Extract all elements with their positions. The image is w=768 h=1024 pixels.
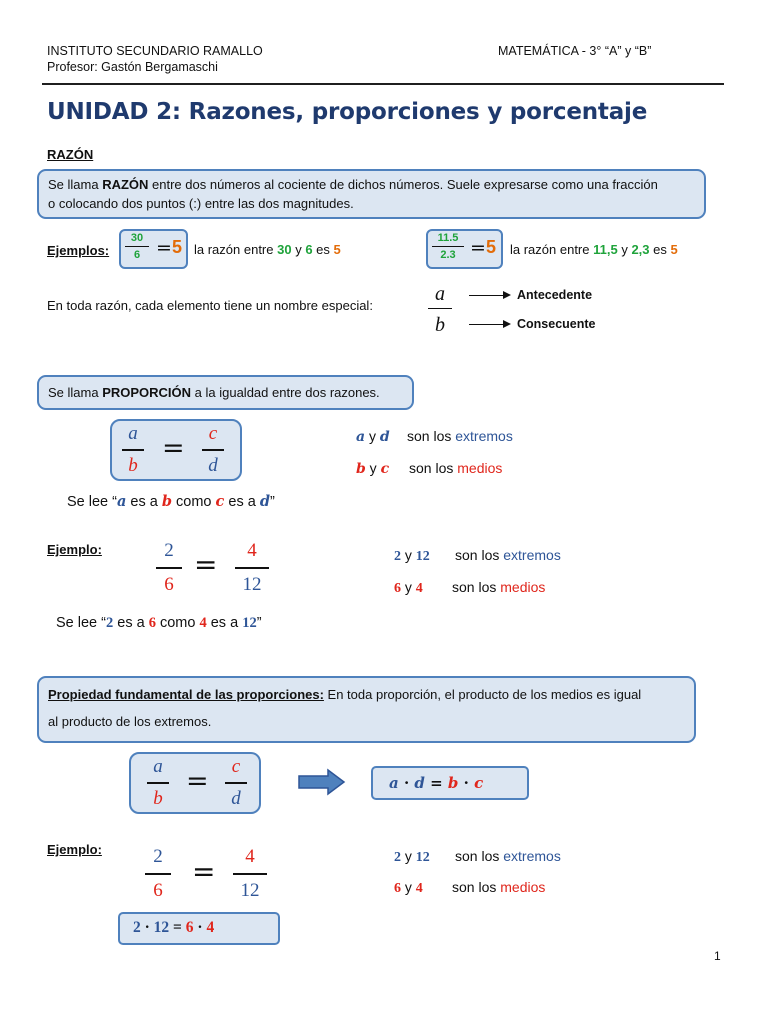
- letter-b: b: [161, 493, 172, 510]
- extremos-line: [356, 428, 390, 445]
- equals-sign: =: [186, 766, 209, 797]
- letter-d: d: [379, 429, 390, 445]
- value-a: 2: [164, 540, 174, 561]
- text-y: y: [401, 848, 416, 864]
- fraction-numerator: 30: [130, 232, 144, 244]
- text-y: y: [617, 242, 632, 257]
- letter-a: a: [128, 423, 138, 444]
- example-product-box: [118, 912, 280, 945]
- ratio-example-2-fraction: [432, 232, 464, 261]
- page-number: 1: [714, 949, 721, 963]
- text-son: son los: [407, 428, 456, 444]
- razon-def-post: entre dos números al cociente de dichos números. Suele expresarse como una fracción: [148, 177, 658, 192]
- letter-a: a: [116, 493, 127, 510]
- propiedad-line1: [48, 685, 641, 705]
- propiedad-line2: al producto de los extremos.: [48, 714, 212, 729]
- value-c: 4: [206, 919, 215, 936]
- ratio-example-2-box: [426, 229, 503, 269]
- equals-sign: =: [162, 433, 185, 464]
- value-b: 6: [148, 615, 156, 631]
- read-t3: es a: [224, 494, 260, 510]
- subject-label: MATEMÁTICA - 3° “A” y “B”: [498, 44, 652, 58]
- value-d: 12: [415, 549, 430, 564]
- proporcion-formula-box: [110, 419, 242, 481]
- arrow-right-icon: [503, 291, 511, 299]
- letter-d: d: [414, 774, 425, 792]
- value-c: 4: [245, 846, 255, 867]
- value-b: 6: [164, 574, 174, 595]
- example-medios-desc: [452, 579, 545, 595]
- propiedad-formula-box: [129, 752, 261, 814]
- value-c: 4: [415, 581, 423, 596]
- read-t2: como: [155, 615, 200, 631]
- read-pre: Se lee “: [56, 615, 106, 631]
- razon-def-line1: [48, 175, 658, 195]
- example-reading: [56, 615, 262, 632]
- def-pre: Se llama: [48, 385, 103, 400]
- read-t1: es a: [126, 494, 162, 510]
- propiedad-heading: Propiedad fundamental de las proporciones:: [48, 687, 324, 702]
- value-c: 4: [247, 540, 257, 561]
- example-extremos: [394, 547, 430, 565]
- medios-desc: [409, 460, 502, 476]
- example-fraction-right: [233, 845, 267, 903]
- letter-b: b: [153, 788, 163, 809]
- antecedente-arrow: [469, 295, 507, 296]
- page-title: UNIDAD 2: Razones, proporciones y porcentaje: [47, 99, 648, 125]
- read-t3: es a: [206, 615, 243, 631]
- value-b: 2,3: [631, 242, 650, 257]
- text-y: y: [291, 242, 306, 257]
- names-text: En toda razón, cada elemento tiene un nombre especial:: [47, 298, 373, 313]
- letter-d: d: [208, 455, 218, 476]
- text-son: son los: [409, 460, 458, 476]
- value-d: 12: [153, 919, 170, 936]
- text-y: y: [365, 460, 381, 476]
- examples-label: Ejemplos:: [47, 243, 110, 258]
- dot: ·: [140, 919, 154, 936]
- ratio-result: 5: [172, 237, 183, 257]
- example-extremos-desc: [455, 547, 561, 563]
- equals-sign: =: [156, 237, 172, 259]
- value-b: 6: [394, 581, 401, 596]
- example-product: [133, 919, 214, 937]
- def-bold: PROPORCIÓN: [102, 385, 192, 400]
- consecuente-arrow: [469, 324, 507, 325]
- ratio-result: 5: [486, 237, 497, 257]
- example-medios-desc: [452, 879, 545, 895]
- ratio-example-2-text: [510, 240, 678, 260]
- text-y: y: [401, 879, 416, 895]
- teacher-name: Profesor: Gastón Bergamaschi: [47, 60, 218, 74]
- text-son: son los: [455, 848, 504, 864]
- propiedad-box: [37, 676, 696, 743]
- value-b: 6: [153, 880, 163, 901]
- razon-definition-box: [37, 169, 706, 219]
- dot: ·: [193, 919, 207, 936]
- example-label: Ejemplo:: [47, 842, 102, 857]
- value-c: 4: [199, 615, 207, 631]
- equals-sign: =: [424, 774, 448, 792]
- fraction-denominator: 2.3: [440, 249, 456, 261]
- dot: ·: [458, 774, 475, 792]
- product-formula: [389, 774, 483, 792]
- example-fraction-left: [145, 845, 171, 903]
- example-fraction-left: [156, 539, 182, 597]
- razon-heading: RAZÓN: [47, 147, 94, 162]
- letter-d: d: [231, 788, 241, 809]
- text-pre: la razón entre: [194, 242, 278, 257]
- letter-d: d: [259, 493, 270, 510]
- medios-word: medios: [500, 879, 546, 895]
- value-b: 6: [394, 881, 401, 896]
- letter-c: c: [208, 423, 218, 444]
- product-formula-box: [371, 766, 529, 800]
- value-b: 6: [185, 919, 194, 936]
- value-a: 2: [394, 850, 401, 865]
- value-d: 12: [415, 850, 430, 865]
- text-son: son los: [452, 579, 501, 595]
- razon-def-pre: Se llama: [48, 177, 103, 192]
- fraction-numerator: 11.5: [437, 232, 459, 244]
- example-medios: [394, 879, 423, 897]
- names-fraction: [428, 282, 452, 337]
- school-name: INSTITUTO SECUNDARIO RAMALLO: [47, 44, 263, 58]
- arrow-right-icon: [503, 320, 511, 328]
- medios-word: medios: [457, 460, 503, 476]
- dot: ·: [398, 774, 415, 792]
- implies-arrow-icon: [298, 768, 346, 796]
- fraction-a-b: [147, 755, 169, 811]
- example-medios: [394, 579, 423, 597]
- propiedad-text1: En toda proporción, el producto de los medios es igual: [323, 687, 642, 702]
- letter-b: b: [447, 774, 459, 792]
- medios-line: [356, 460, 389, 477]
- header-rule: [42, 83, 724, 85]
- value-a: 11,5: [593, 242, 618, 257]
- example-label: Ejemplo:: [47, 542, 102, 557]
- fraction-a-b: [122, 422, 144, 478]
- equals-sign: =: [194, 548, 218, 581]
- razon-def-line2: o colocando dos puntos (:) entre las dos magnitudes.: [48, 196, 354, 211]
- letter-c: c: [231, 756, 241, 777]
- letter-b: b: [128, 455, 138, 476]
- proporcion-definition-box: [37, 375, 414, 410]
- fraction-numerator: a: [435, 283, 445, 305]
- value-a: 2: [133, 919, 141, 936]
- value-d: 12: [242, 574, 262, 595]
- ratio-example-1-box: [119, 229, 188, 269]
- letter-a: a: [153, 756, 163, 777]
- value-d: 12: [240, 880, 260, 901]
- letter-a: a: [389, 774, 399, 792]
- read-t1: es a: [113, 615, 149, 631]
- text-y: y: [401, 579, 416, 595]
- text-son: son los: [455, 547, 504, 563]
- extremos-word: extremos: [503, 547, 561, 563]
- ratio-example-1-fraction: [125, 232, 149, 261]
- read-post: ”: [256, 615, 262, 631]
- text-y: y: [401, 547, 416, 563]
- equals-sign: =: [192, 855, 216, 888]
- value-result: 5: [670, 242, 678, 257]
- value-result: 5: [333, 242, 341, 257]
- extremos-desc: [407, 428, 513, 444]
- consecuente-label: Consecuente: [517, 317, 596, 331]
- example-extremos-desc: [455, 848, 561, 864]
- fraction-denominator: b: [435, 314, 445, 336]
- value-d: 12: [242, 615, 257, 631]
- text-es: es: [649, 242, 671, 257]
- example-fraction-right: [235, 539, 269, 597]
- letter-b: b: [356, 461, 366, 477]
- fraction-denominator: 6: [133, 249, 141, 261]
- proporcion-def-text: [48, 383, 380, 403]
- letter-c: c: [380, 461, 390, 477]
- text-pre: la razón entre: [510, 242, 594, 257]
- fraction-c-d: [202, 422, 224, 478]
- medios-word: medios: [500, 579, 546, 595]
- extremos-word: extremos: [455, 428, 513, 444]
- value-b: 6: [305, 242, 313, 257]
- text-es: es: [312, 242, 334, 257]
- value-a: 30: [277, 242, 292, 257]
- value-a: 2: [153, 846, 163, 867]
- def-post: a la igualdad entre dos razones.: [191, 385, 380, 400]
- equals-sign: =: [169, 919, 186, 936]
- extremos-word: extremos: [503, 848, 561, 864]
- fraction-c-d: [225, 755, 247, 811]
- read-pre: Se lee “: [67, 494, 117, 510]
- text-son: son los: [452, 879, 501, 895]
- read-post: ”: [269, 494, 275, 510]
- razon-def-bold: RAZÓN: [102, 177, 149, 192]
- value-c: 4: [415, 881, 423, 896]
- ratio-example-1-text: [194, 240, 341, 260]
- letter-a: a: [356, 429, 366, 445]
- antecedente-label: Antecedente: [517, 288, 593, 302]
- letter-c: c: [215, 493, 225, 510]
- value-a: 2: [394, 549, 401, 564]
- text-y: y: [365, 428, 380, 444]
- value-a: 2: [105, 615, 114, 631]
- proporcion-reading: [67, 493, 275, 510]
- letter-c: c: [474, 774, 484, 792]
- equals-sign: =: [470, 237, 486, 259]
- read-t2: como: [172, 494, 216, 510]
- example-extremos: [394, 848, 430, 866]
